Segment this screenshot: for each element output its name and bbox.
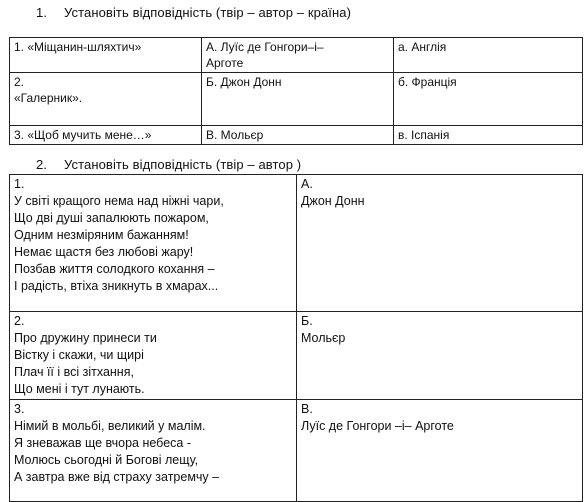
poem-line: Молюсь сьогодні й Богові лещу, bbox=[14, 453, 199, 467]
table-1-work-line: «Галерник». bbox=[14, 91, 83, 105]
author-line: Луїс де Гонгори –і– Арготе bbox=[301, 419, 454, 433]
table-1-author-cell bbox=[202, 38, 394, 73]
poem-line: 1. bbox=[14, 177, 25, 191]
table-1-author-line: А. Луїс де Гонгори–і– bbox=[206, 40, 324, 54]
table-1-work-cell bbox=[10, 38, 202, 73]
question-2-title bbox=[36, 157, 301, 172]
table-1-work-cell bbox=[10, 73, 202, 126]
table-1-work-line: 2. bbox=[14, 75, 25, 89]
table-2-author-cell bbox=[297, 400, 583, 502]
author-line: А. bbox=[301, 177, 313, 191]
table-2-author-cell bbox=[297, 175, 583, 312]
table-1-row bbox=[10, 38, 583, 73]
table-1-country-cell bbox=[394, 126, 583, 145]
poem-line: Вістку і скажи, чи щирі bbox=[14, 348, 144, 362]
author-line: В. bbox=[301, 402, 313, 416]
table-2-row bbox=[10, 312, 583, 400]
match-table-2 bbox=[9, 174, 583, 502]
poem-line: Про дружину принеси ти bbox=[14, 331, 157, 345]
table-1-country-cell bbox=[394, 38, 583, 73]
table-2-row bbox=[10, 175, 583, 312]
table-2-poem-cell bbox=[10, 312, 297, 400]
table-1-country-line: а. Англія bbox=[398, 40, 447, 54]
table-1-country-line: б. Франція bbox=[398, 75, 457, 89]
poem-line: А завтра вже від страху затремчу – bbox=[14, 470, 220, 484]
question-1-number: 1. bbox=[36, 5, 48, 20]
table-1-author-cell bbox=[202, 126, 394, 145]
poem-line: І радість, втіха зникнуть в хмарах... bbox=[14, 279, 219, 293]
question-1-text: Установіть відповідність (твір – автор – країна) bbox=[64, 5, 352, 20]
table-2-author-cell bbox=[297, 312, 583, 400]
poem-line: Плач її і всі зітхання, bbox=[14, 365, 134, 379]
poem-line: 2. bbox=[14, 314, 25, 328]
poem-line: Що мені і тут лунають. bbox=[14, 382, 145, 396]
poem-line: 3. bbox=[14, 402, 25, 416]
table-2-poem-cell bbox=[10, 400, 297, 502]
poem-line: Що дві душі запалюють пожаром, bbox=[14, 211, 209, 225]
table-1-author-line: В. Мольєр bbox=[206, 128, 264, 142]
table-1-author-cell bbox=[202, 73, 394, 126]
table-1-country-line: в. Іспанія bbox=[398, 128, 450, 142]
author-line: Джон Донн bbox=[301, 194, 365, 208]
poem-line: Позбав життя солодкого кохання – bbox=[14, 262, 215, 276]
table-1-author-line: Арготе bbox=[206, 56, 244, 70]
table-1-work-line: 1. «Міщанин-шляхтич» bbox=[14, 40, 142, 54]
table-2-row bbox=[10, 400, 583, 502]
author-line: Мольєр bbox=[301, 331, 346, 345]
poem-line: Одним незміряним бажанням! bbox=[14, 228, 189, 242]
question-1-title bbox=[36, 5, 351, 20]
table-2-poem-cell bbox=[10, 175, 297, 312]
poem-line: У світі кращого нема над ніжні чари, bbox=[14, 194, 224, 208]
question-2-number: 2. bbox=[36, 157, 48, 172]
table-1-work-cell bbox=[10, 126, 202, 145]
table-1-work-line: 3. «Щоб мучить мене…» bbox=[14, 128, 152, 142]
poem-line: Німий в мольбі, великий у малім. bbox=[14, 419, 206, 433]
question-2-text: Установіть відповідність (твір – автор ) bbox=[64, 157, 302, 172]
table-1-author-line: Б. Джон Донн bbox=[206, 75, 282, 89]
table-1-row bbox=[10, 73, 583, 126]
table-1-row bbox=[10, 126, 583, 145]
author-line: Б. bbox=[301, 314, 313, 328]
poem-line: Я зневажав ще вчора небеса - bbox=[14, 436, 191, 450]
match-table-1 bbox=[9, 37, 583, 145]
poem-line: Немає щастя без любові жару! bbox=[14, 245, 194, 259]
table-1-country-cell bbox=[394, 73, 583, 126]
